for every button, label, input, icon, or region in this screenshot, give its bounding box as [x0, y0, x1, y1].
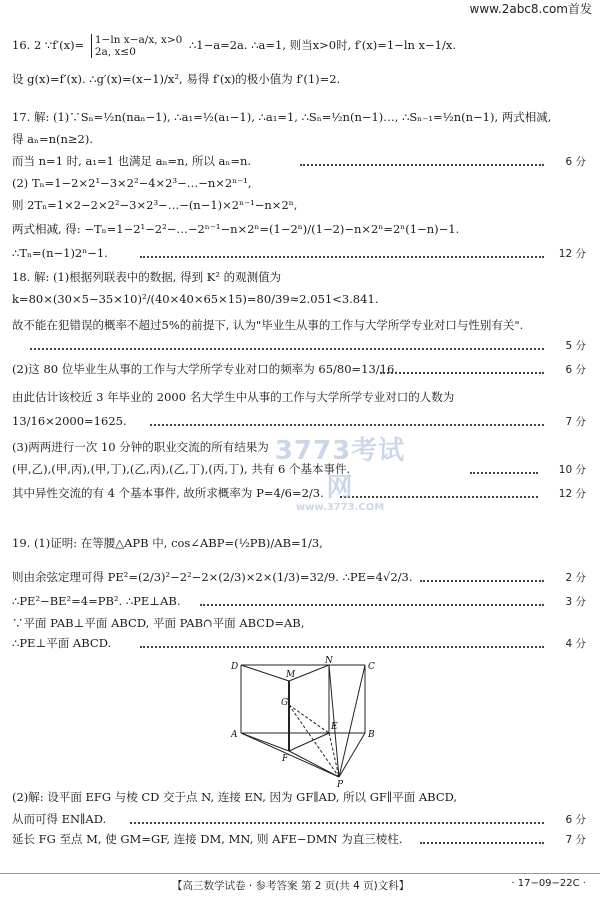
q19-line6: (2)解: 设平面 EFG 与棱 CD 交于点 N, 连接 EN, 因为 GF∥AD, 所以 GF∥平面 ABCD, — [12, 790, 458, 804]
score: 2 分 — [565, 572, 586, 584]
score: 3 分 — [565, 596, 586, 608]
score: 6 分 — [565, 156, 586, 168]
dot-leader — [420, 842, 544, 844]
q18-line6: 由此估计该校近 3 年毕业的 2000 名大学生中从事的工作与大学所学专业对口的人数为 — [12, 390, 455, 404]
page-footer — [0, 873, 600, 896]
site-url: www.2abc8.com首发 — [469, 2, 592, 16]
q17-line6: 两式相减, 得: −Tₙ=1−2¹−2²−…−2ⁿ⁻¹−n×2ⁿ=(1−2ⁿ)/(1−2)−n×2ⁿ=2ⁿ(1−n)−1. — [12, 222, 460, 236]
q17-line7: ∴Tₙ=(n−1)2ⁿ−1. — [12, 246, 108, 260]
score: 7 分 — [565, 834, 586, 846]
label-B: B — [368, 730, 375, 740]
footer-title: 【高三数学试卷 · 参考答案 第 2 页(共 4 页)文科】 — [172, 880, 410, 892]
score: 10 分 — [558, 464, 586, 476]
score: 12 分 — [558, 488, 586, 500]
label-P: P — [337, 780, 344, 790]
q17-line2: 得 aₙ=n(n≥2). — [12, 132, 94, 146]
dot-leader — [470, 472, 538, 474]
edge-FP — [289, 751, 339, 777]
edge-DM — [241, 665, 289, 681]
q17-line3: 而当 n=1 时, a₁=1 也满足 aₙ=n, 所以 aₙ=n. — [12, 154, 252, 168]
q19-line3: ∴PE²−BE²=4=PB². ∴PE⊥AB. — [12, 594, 181, 608]
dot-leader — [130, 822, 544, 824]
dot-leader — [200, 604, 544, 606]
q18-line10: 其中异性交流的有 4 个基本事件, 故所求概率为 P=4/6=2/3. — [12, 486, 324, 500]
score: 12 分 — [558, 248, 586, 260]
q18-line3: 故不能在犯错误的概率不超过5%的前提下, 认为"毕业生从事的工作与大学所学专业对口与性别有关". — [12, 318, 524, 332]
dot-leader — [140, 256, 544, 258]
q19-line1: 19. (1)证明: 在等腰△APB 中, cos∠ABP=(½PB)/AB=1/3, — [12, 536, 323, 550]
q17-line1: 17. 解: (1)∵Sₙ=½n(naₙ−1), ∴a₁=½(a₁−1), ∴a₁=1, ∴Sₙ=½n(n−1)…, ∴Sₙ₋₁=½n(n−1), 两式相减, — [12, 110, 552, 124]
q18-line9: (甲,乙),(甲,丙),(甲,丁),(乙,丙),(乙,丁),(丙,丁), 共有 6 个基本事件. — [12, 462, 351, 476]
label-G: G — [281, 698, 289, 708]
q19-line7: 从而可得 EN∥AD. — [12, 812, 107, 826]
score: 5 分 — [565, 340, 586, 352]
dot-leader — [30, 348, 544, 350]
label-E: E — [331, 722, 338, 732]
dot-leader — [140, 646, 544, 648]
edge-GE — [289, 705, 329, 733]
edge-BP — [339, 733, 365, 777]
q19-line5: ∴PE⊥平面 ABCD. — [12, 636, 112, 650]
q18-line5: (2)这 80 位毕业生从事的工作与大学所学专业对口的频率为 65/80=13/16. — [12, 362, 398, 376]
q17-line4: (2) Tₙ=1−2×2¹−3×2²−4×2³−…−n×2ⁿ⁻¹, — [12, 176, 252, 190]
q18-line1: 18. 解: (1)根据列联表中的数据, 得到 K² 的观测值为 — [12, 270, 282, 284]
score: 6 分 — [565, 364, 586, 376]
edge-FE — [289, 733, 329, 751]
dot-leader — [420, 580, 544, 582]
q18-line8: (3)两两进行一次 10 分钟的职业交流的所有结果为 — [12, 440, 269, 454]
score: 7 分 — [565, 416, 586, 428]
edge-CP — [339, 665, 365, 777]
q18-line7: 13/16×2000=1625. — [12, 414, 127, 428]
q18-line2: k=80×(30×5−35×10)²/(40×40×65×15)=80/39≈2.051<3.841. — [12, 292, 379, 306]
dot-leader — [380, 372, 544, 374]
q19-line4: ∵平面 PAB⊥平面 ABCD, 平面 PAB∩平面 ABCD=AB, — [12, 616, 305, 630]
q16-line2: 设 g(x)=f′(x). ∴g′(x)=(x−1)/x², 易得 f′(x)的极小值为 f′(1)=2. — [12, 72, 341, 86]
dot-leader — [300, 164, 544, 166]
label-M: M — [286, 670, 296, 680]
label-D: D — [231, 662, 239, 672]
geometry-figure — [225, 655, 395, 790]
dot-leader — [150, 424, 544, 426]
label-N: N — [325, 656, 333, 666]
edge-NP — [329, 665, 339, 777]
score: 6 分 — [565, 814, 586, 826]
score: 4 分 — [565, 638, 586, 650]
q19-line2: 则由余弦定理可得 PE²=(2/3)²−2²−2×(2/3)×2×(1/3)=32/9. ∴PE=4√2/3. — [12, 570, 413, 584]
watermark: 3773考试网 www.3773.COM — [274, 436, 406, 513]
label-F: F — [282, 754, 289, 764]
footer-code: · 17−09−22C · — [511, 878, 586, 889]
label-C: C — [368, 662, 375, 672]
label-A: A — [231, 730, 238, 740]
q16-line1: 16. 2 ∵f′(x)= 1−ln x−a/x, x>0 2a, x≤0 ∴1−a=2a. ∴a=1, 则当x>0时, f′(x)=1−ln x−1/x. — [12, 34, 457, 58]
q19-line8: 延长 FG 至点 M, 使 GM=GF, 连接 DM, MN, 则 AFE−DMN 为直三棱柱. — [12, 832, 403, 846]
q17-line5: 则 2Tₙ=1×2−2×2²−3×2³−…−(n−1)×2ⁿ⁻¹−n×2ⁿ, — [12, 198, 298, 212]
